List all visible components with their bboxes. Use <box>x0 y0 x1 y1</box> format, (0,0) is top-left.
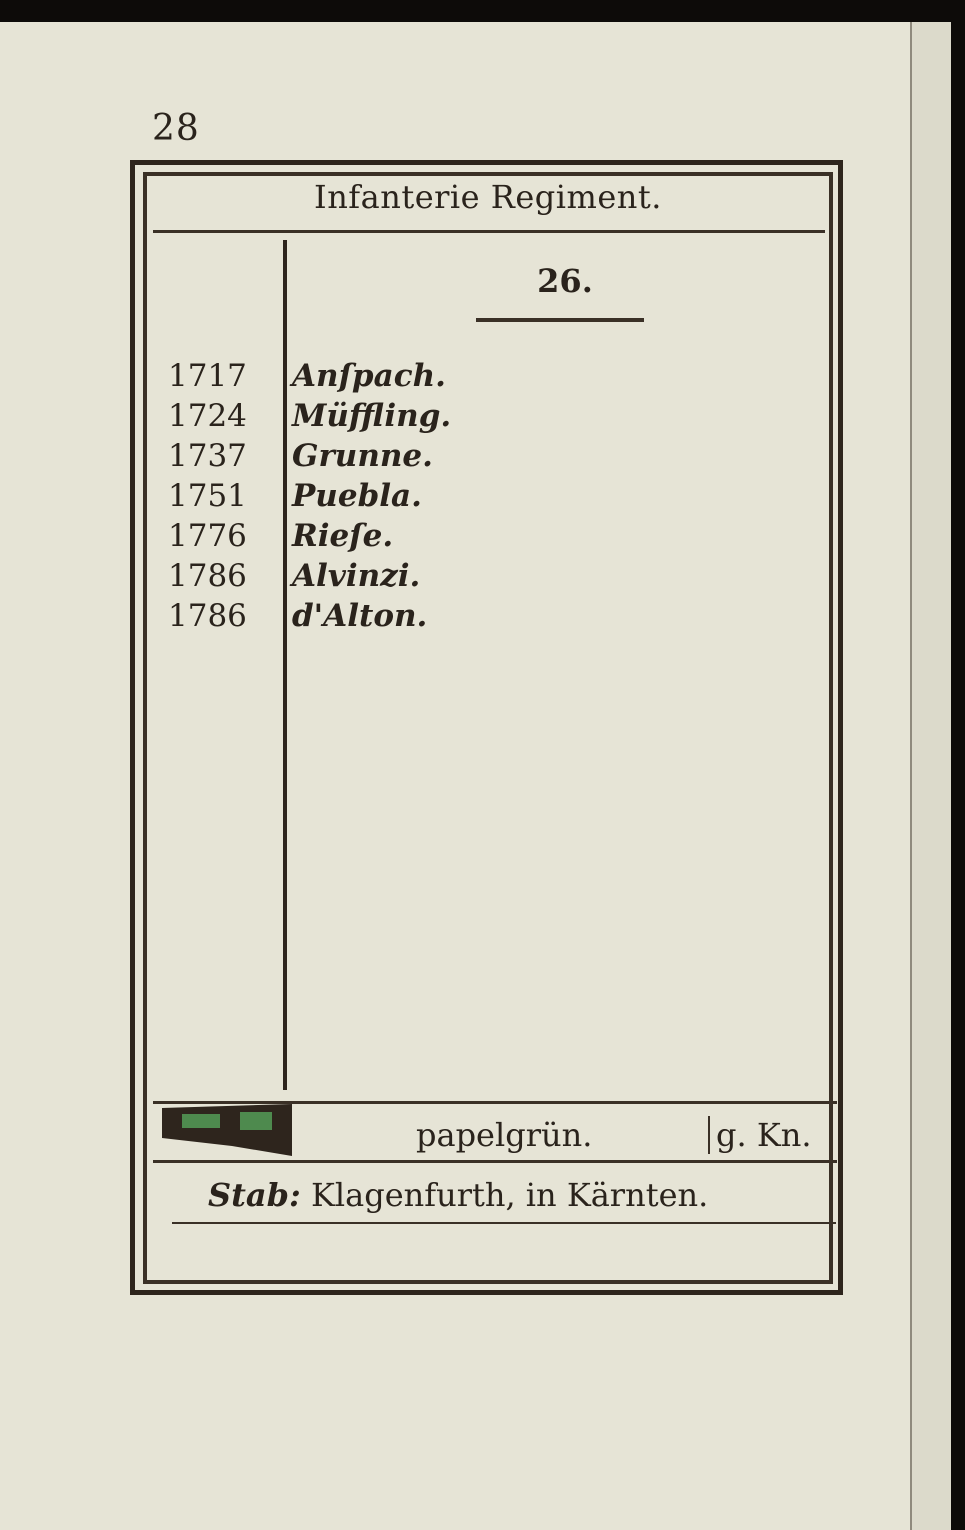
proprietor-name: Müffling. <box>292 398 452 434</box>
proprietor-year: 1786 <box>168 598 247 634</box>
table-title: Infanterie Regiment. <box>314 178 662 216</box>
scan-border-top <box>0 0 965 22</box>
header-rule <box>153 230 825 233</box>
regiment-number-rule <box>476 318 644 322</box>
scan-border-right <box>951 0 965 1530</box>
facing-page-edge <box>910 22 953 1530</box>
proprietor-year: 1776 <box>168 518 247 554</box>
facing-color-swatch <box>162 1104 292 1156</box>
proprietor-name: Alvinzi. <box>292 558 421 594</box>
station-row-bottom-rule <box>172 1222 836 1224</box>
column-divider <box>283 240 287 1090</box>
proprietor-year: 1751 <box>168 478 247 514</box>
swatch-shadow <box>162 1104 292 1156</box>
proprietor-name: Grunne. <box>292 438 433 474</box>
page-number: 28 <box>152 108 200 149</box>
regiment-number: 26. <box>537 262 593 300</box>
proprietor-year: 1786 <box>168 558 247 594</box>
year-column <box>168 356 247 636</box>
proprietor-year: 1717 <box>168 358 247 394</box>
station-label: Stab: <box>208 1176 301 1214</box>
proprietor-year: 1724 <box>168 398 247 434</box>
proprietor-name: Anſpach. <box>292 358 446 394</box>
swatch-fill <box>182 1114 220 1128</box>
station-row-top-rule <box>153 1160 837 1163</box>
swatch-fill <box>240 1112 272 1130</box>
button-info: g. Kn. <box>708 1116 812 1154</box>
proprietor-name: Rieſe. <box>292 518 394 554</box>
facing-color-label: papelgrün. <box>416 1116 593 1154</box>
proprietor-year: 1737 <box>168 438 247 474</box>
proprietor-name: Puebla. <box>292 478 422 514</box>
station-line <box>208 1176 708 1214</box>
station-location: Klagenfurth, in Kärnten. <box>310 1176 709 1214</box>
proprietor-name: d'Alton. <box>292 598 428 634</box>
proprietor-column <box>292 356 451 636</box>
